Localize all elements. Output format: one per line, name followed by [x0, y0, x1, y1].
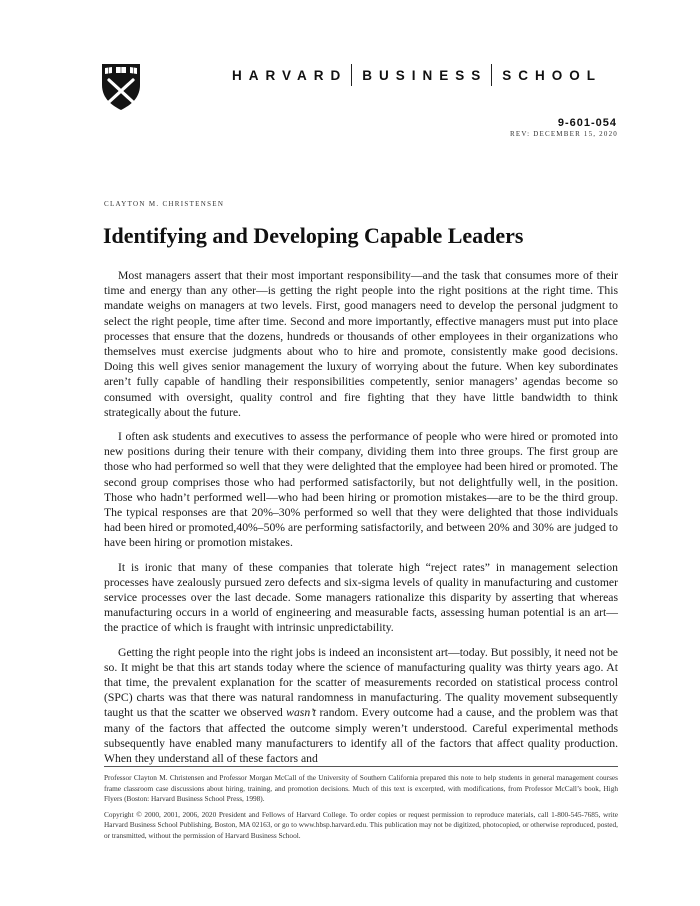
body-paragraph: Most managers assert that their most important responsibility—and the task that consumes more of their time and energy than any other—is getting the right people into the right positions at the right time. This mandate weighs on managers at two levels. First, good managers need to develop the personal judgment to select the right people, time after time. Second and more importantly, effective managers must put into place processes that ensure that the dozens, hundreds or thousands of other employees in their organizations who themselves must exercise judgments about who to hire and promote, consistently make good decisions. Doing this well gives senior management the luxury of worrying about the future. When key subordinates aren’t fully capable of handling their responsibilities competently, senior managers’ agendas become so consumed with oversight, quality control and fire fighting that they have little bandwidth to think strategically about the future.: [104, 269, 618, 419]
case-number: 9-601-054: [557, 117, 617, 129]
emphasis-text: wasn’t: [286, 706, 317, 720]
wordmark-harvard: HARVARD: [232, 67, 348, 83]
school-wordmark: [232, 64, 620, 86]
paragraph-text: Getting the right people into the right jobs is indeed an inconsistent art—today. But possibly, it need not be so. It might be that this art stands today where the science of manufacturing quality was thirty years ago. At that time, the prevalent explanation for the scatter of measurements recorded on statistical process control (SPC) charts was that there was natural randomness in manufacturing. The quality movement subsequently taught us that the scatter we observed: [104, 645, 618, 720]
footnotes: [104, 773, 618, 846]
wordmark-school: SCHOOL: [502, 67, 603, 83]
wordmark-divider: [491, 64, 492, 86]
wordmark-business: BUSINESS: [362, 67, 488, 83]
footnote-copyright: Copyright © 2000, 2001, 2006, 2020 President and Fellows of Harvard College. To order copies or request permission to reproduce materials, call 1-800-545-7685, write Harvard Business School Publishing, Boston, MA 02163, or go to www.hbsp.harvard.edu. This publication may not be digitized, photocopied, or otherwise reproduced, posted, or transmitted, without the permission of Harvard Business School.: [104, 809, 618, 840]
body-paragraph: I often ask students and executives to assess the performance of people who were hired or promoted into new positions during their tenure with their company, dividing them into three groups. The first group are those who had performed so well that they were delighted that the employee had been hired or promoted. The second group comprises those who had performed satisfactorily, but not delightfully well, in the position. Those who hadn’t performed well—who had been hiring or promotion mistakes—are to be the third group. The typical responses are that 20%–30% performed so well that they were delighted that those individuals had been hired or promoted,40%–50% are performing satisfactorily, and between 20% and 30% are judged to have been hiring or promotion mistakes.: [104, 430, 618, 550]
document-title: Identifying and Developing Capable Leaders: [103, 223, 524, 248]
paragraph-text: random. Every outcome had a cause, and the problem was that many of the factors that affected the outcome simply weren’t understood. Careful experimental methods subsequently have enabled many manufacturers to identify all of the factors that affect quality production. When they understand all of these factors and: [104, 706, 618, 766]
wordmark-divider: [351, 64, 352, 86]
body-paragraph: It is ironic that many of these companies that tolerate high “reject rates” in management selection processes have zealously pursued zero defects and six-sigma levels of quality in manufacturing and customer service processes over the last decade. Some managers rationalize this disparity by asserting that whereas manufacturing occurs in a world of engineering and measurable facts, assessing human potential is an art—the practice of which is fraught with intrinsic unpredictability.: [104, 560, 618, 635]
body-paragraph: [104, 645, 618, 767]
author-name: CLAYTON M. CHRISTENSEN: [104, 200, 225, 208]
body-text: [104, 268, 618, 775]
footnote-attribution: Professor Clayton M. Christensen and Professor Morgan McCall of the University of Southern California prepared this note to help students in general management courses frame classroom case discussions about hiring, training, and promotion decisions. Much of this text is excerpted, with modifications, from Professor McCall’s book, High Flyers (Boston: Harvard Business School Press, 1998).: [104, 773, 618, 803]
footnote-divider: [104, 766, 618, 767]
harvard-shield-icon: [101, 63, 141, 111]
revision-date: REV: DECEMBER 15, 2020: [510, 130, 618, 138]
